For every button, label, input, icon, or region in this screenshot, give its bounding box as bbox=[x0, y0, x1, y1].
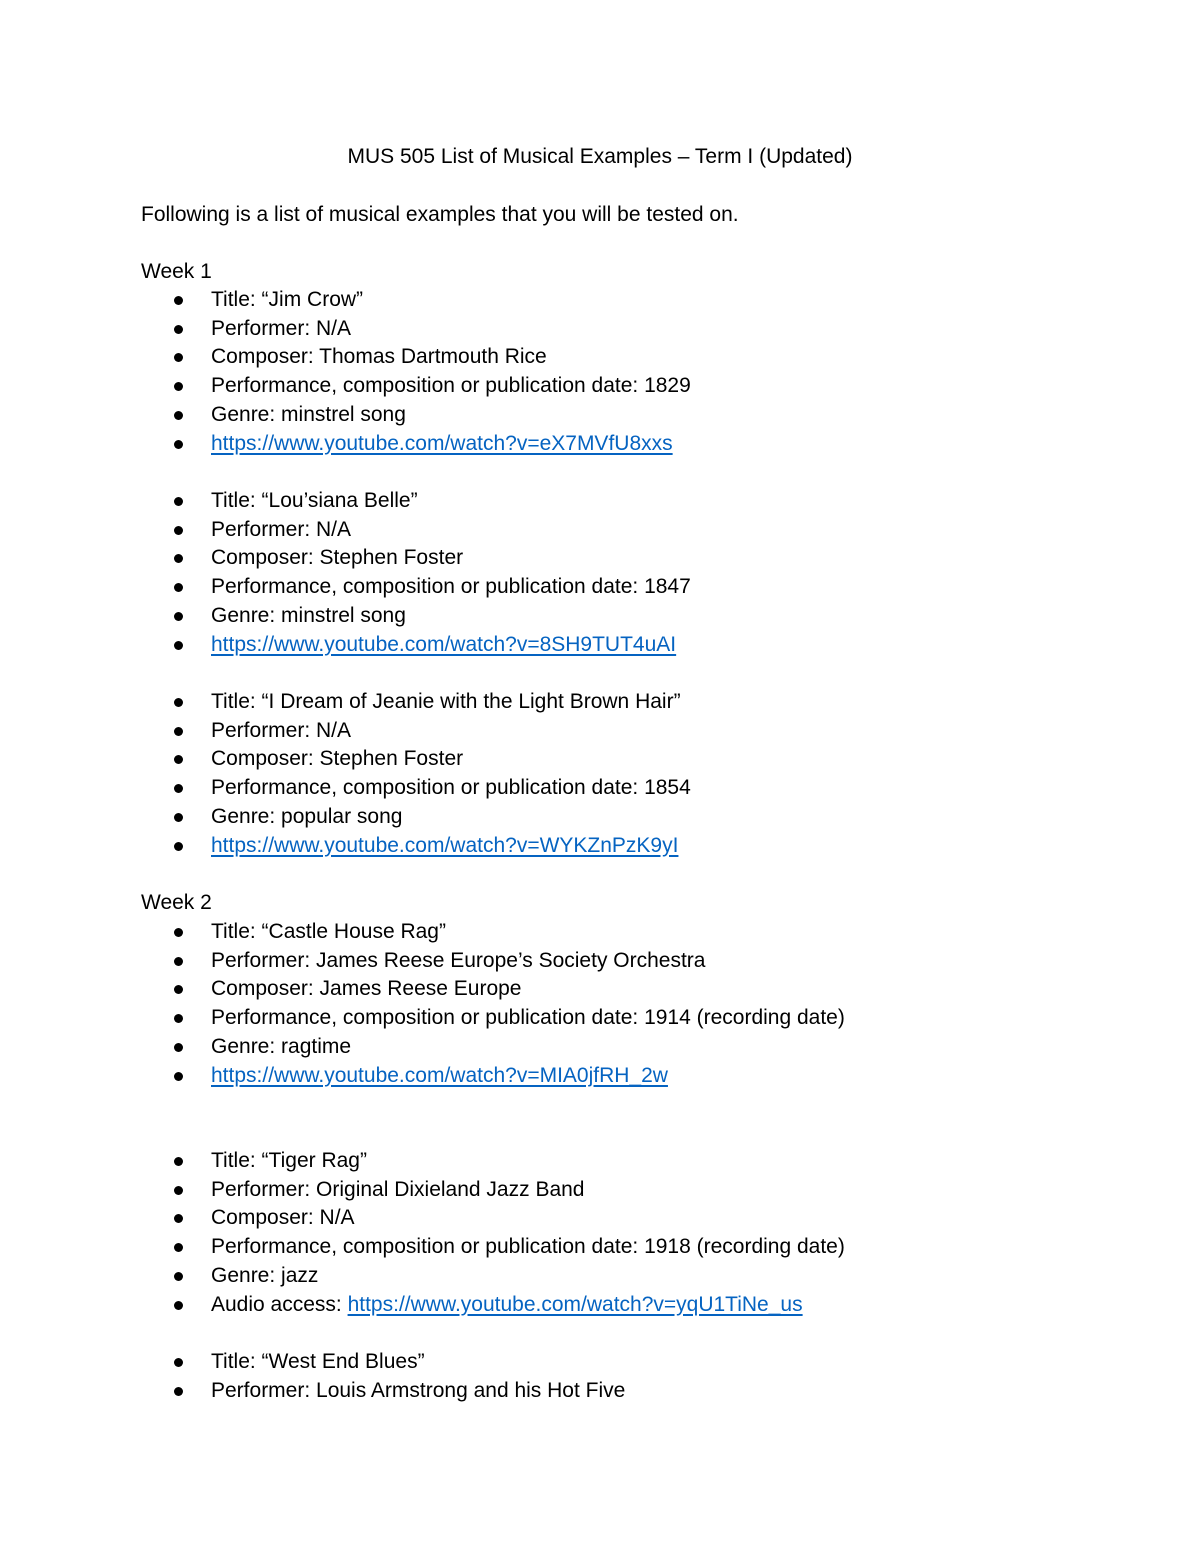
item-text: Performer: Louis Armstrong and his Hot Five bbox=[211, 1378, 626, 1402]
item-text: Title: “Castle House Rag” bbox=[211, 920, 446, 943]
item-text: Genre: ragtime bbox=[211, 1034, 352, 1058]
item-text: Composer: Thomas Dartmouth Rice bbox=[211, 345, 547, 369]
item-text: Performer: Original Dixieland Jazz Band bbox=[211, 1177, 585, 1201]
week-2-heading: Week 2 bbox=[141, 891, 212, 914]
item-text: Composer: James Reese Europe bbox=[211, 977, 522, 1001]
item-text: Performance, composition or publication date: 1918 (recording date) bbox=[211, 1235, 845, 1259]
item-text: Title: “I Dream of Jeanie with the Light Brown Hair” bbox=[211, 690, 681, 713]
youtube-link[interactable]: https://www.youtube.com/watch?v=MIA0jfRH_2w bbox=[211, 1063, 668, 1087]
item-text: Performer: N/A bbox=[211, 517, 352, 541]
item-text: Composer: N/A bbox=[211, 1206, 355, 1230]
link-line bbox=[211, 430, 673, 459]
item-text: Performance, composition or publication date: 1914 (recording date) bbox=[211, 1006, 845, 1030]
youtube-link[interactable]: https://www.youtube.com/watch?v=eX7MVfU8xxs bbox=[211, 431, 673, 455]
item-text: Performance, composition or publication date: 1854 bbox=[211, 776, 691, 800]
link-line bbox=[211, 1062, 668, 1091]
item-text: Composer: Stephen Foster bbox=[211, 747, 464, 771]
youtube-link[interactable]: https://www.youtube.com/watch?v=yqU1TiNe_us bbox=[347, 1292, 803, 1316]
document-title: MUS 505 List of Musical Examples – Term I (Updated) bbox=[347, 145, 853, 168]
link-prefix: Audio access: bbox=[211, 1292, 348, 1316]
item-text: Genre: minstrel song bbox=[211, 402, 406, 426]
item-text: Genre: popular song bbox=[211, 804, 403, 828]
item-text: Performance, composition or publication date: 1847 bbox=[211, 575, 691, 599]
item-text: Title: “Jim Crow” bbox=[211, 288, 364, 311]
item-text: Performer: James Reese Europe’s Society Orchestra bbox=[211, 948, 706, 972]
intro-text: Following is a list of musical examples that you will be tested on. bbox=[141, 203, 739, 226]
item-text: Title: “West End Blues” bbox=[211, 1350, 425, 1373]
item-text: Genre: minstrel song bbox=[211, 603, 406, 627]
item-text: Performance, composition or publication date: 1829 bbox=[211, 374, 691, 398]
item-text: Title: “Tiger Rag” bbox=[211, 1149, 367, 1172]
item-text: Composer: Stephen Foster bbox=[211, 546, 464, 570]
item-text: Title: “Lou’siana Belle” bbox=[211, 489, 418, 512]
link-line bbox=[211, 631, 676, 660]
youtube-link[interactable]: https://www.youtube.com/watch?v=WYKZnPzK9yI bbox=[211, 833, 679, 857]
week-1-heading: Week 1 bbox=[141, 260, 212, 283]
link-line bbox=[211, 1291, 803, 1320]
item-text: Performer: N/A bbox=[211, 718, 352, 742]
item-text: Genre: jazz bbox=[211, 1263, 319, 1287]
item-text: Performer: N/A bbox=[211, 316, 352, 340]
youtube-link[interactable]: https://www.youtube.com/watch?v=8SH9TUT4uAI bbox=[211, 632, 677, 656]
link-line bbox=[211, 832, 678, 861]
